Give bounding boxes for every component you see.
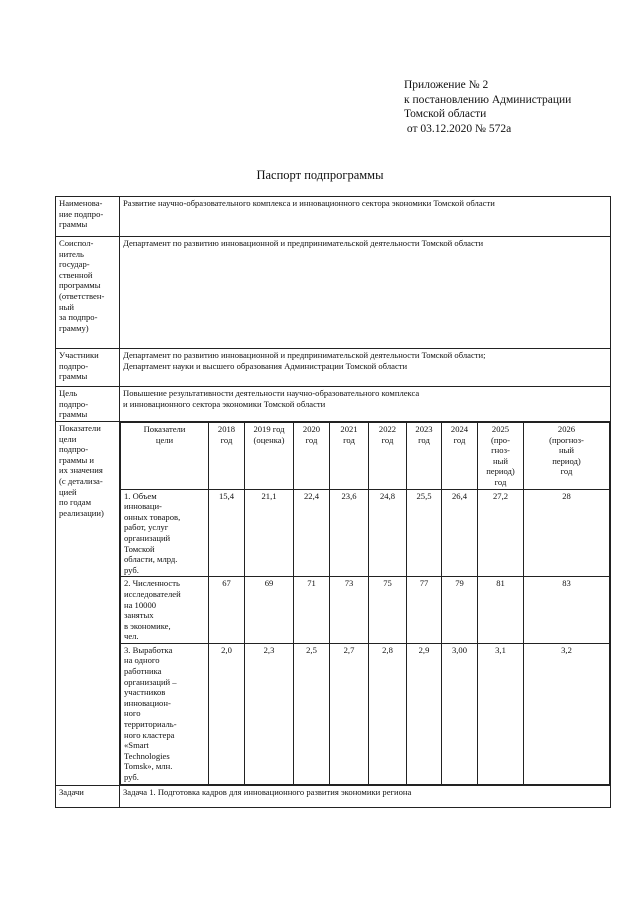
indicator-value: 23,6 (330, 489, 369, 577)
indicator-value: 3,2 (524, 643, 610, 784)
indicator-value: 67 (209, 577, 245, 644)
indicator-value: 2,5 (294, 643, 330, 784)
indicator-value: 71 (294, 577, 330, 644)
row-indicators (56, 422, 611, 786)
value-participants: Департамент по развитию инновационной и предпринимательской деятельности Томской области; Департамент науки и высшего образования Администрации Томской области (120, 349, 611, 387)
indicator-name: 3. Выработка на одного работника организаций – участников инновацион- ного территориаль- ного кластера «Smart Technologies Tomsk», млн. руб. (121, 643, 209, 784)
indicator-value: 2,9 (407, 643, 442, 784)
row-tasks (56, 785, 611, 807)
header-year-4: 2021 год (330, 423, 369, 490)
indicator-value: 15,4 (209, 489, 245, 577)
indicator-value: 27,2 (478, 489, 524, 577)
indicator-name: 2. Численность исследователей на 10000 занятых в экономике, чел. (121, 577, 209, 644)
label-subprogram-name: Наименова- ние подпро- граммы (56, 197, 120, 237)
header-year-3: 2020 год (294, 423, 330, 490)
appendix-line-region: Томской области (404, 108, 487, 120)
indicator-value: 28 (524, 489, 610, 577)
row-coexecutor (56, 237, 611, 349)
indicator-value: 75 (369, 577, 407, 644)
value-goal: Повышение результативности деятельности научно-образовательного комплекса и инновационного сектора экономики Томской области (120, 387, 611, 422)
appendix-header (404, 78, 636, 136)
row-participants (56, 349, 611, 387)
indicator-value: 77 (407, 577, 442, 644)
value-tasks: Задача 1. Подготовка кадров для инновационного развития экономики региона (120, 785, 611, 807)
appendix-line-date: от 03.12.2020 № 572а (404, 122, 512, 135)
table-row (121, 643, 610, 784)
header-year-7: 2024 год (442, 423, 478, 490)
header-year-8: 2025 (про- гноз- ный период) год (478, 423, 524, 490)
indicator-value: 79 (442, 577, 478, 644)
appendix-line-resolution: к постановлению Администрации (404, 93, 572, 106)
indicator-value: 22,4 (294, 489, 330, 577)
header-year-5: 2022 год (369, 423, 407, 490)
table-row (121, 489, 610, 577)
row-goal (56, 387, 611, 422)
indicator-value: 69 (245, 577, 294, 644)
indicator-value: 83 (524, 577, 610, 644)
label-indicators: Показатели цели подпро- граммы и их значения (с детализа- цией по годам реализации) (56, 422, 120, 786)
indicator-value: 21,1 (245, 489, 294, 577)
indicators-header-row (121, 423, 610, 490)
indicator-value: 3,1 (478, 643, 524, 784)
indicator-name: 1. Объем инноваци- онных товаров, работ, услуг организаций Томской области, млрд. руб. (121, 489, 209, 577)
label-participants: Участники подпро- граммы (56, 349, 120, 387)
header-year-9: 2026 (прогноз- ный период) год (524, 423, 610, 490)
indicators-cell (120, 422, 611, 786)
header-indicator-name: Показатели цели (121, 423, 209, 490)
label-coexecutor: Соиспол- нитель государ- ственной программы (ответствен- ный за подпро- грамму) (56, 237, 120, 349)
indicator-value: 24,8 (369, 489, 407, 577)
indicator-value: 2,7 (330, 643, 369, 784)
label-goal: Цель подпро- граммы (56, 387, 120, 422)
row-subprogram-name (56, 197, 611, 237)
indicators-table (120, 422, 610, 785)
indicator-value: 2,3 (245, 643, 294, 784)
indicator-value: 2,0 (209, 643, 245, 784)
passport-table (55, 196, 611, 808)
indicator-value: 2,8 (369, 643, 407, 784)
indicator-value: 26,4 (442, 489, 478, 577)
value-coexecutor: Департамент по развитию инновационной и предпринимательской деятельности Томской области (120, 237, 611, 349)
header-year-6: 2023 год (407, 423, 442, 490)
indicator-value: 81 (478, 577, 524, 644)
indicator-value: 25,5 (407, 489, 442, 577)
appendix-line-number: Приложение № 2 (404, 79, 489, 91)
table-row (121, 577, 610, 644)
page-title: Паспорт подпрограммы (256, 168, 384, 182)
indicator-value: 73 (330, 577, 369, 644)
indicator-value: 3,00 (442, 643, 478, 784)
header-year-2: 2019 год (оценка) (245, 423, 294, 490)
value-subprogram-name: Развитие научно-образовательного комплекса и инновационного сектора экономики Томской области (120, 197, 611, 237)
label-tasks: Задачи (56, 785, 120, 807)
header-year-1: 2018 год (209, 423, 245, 490)
